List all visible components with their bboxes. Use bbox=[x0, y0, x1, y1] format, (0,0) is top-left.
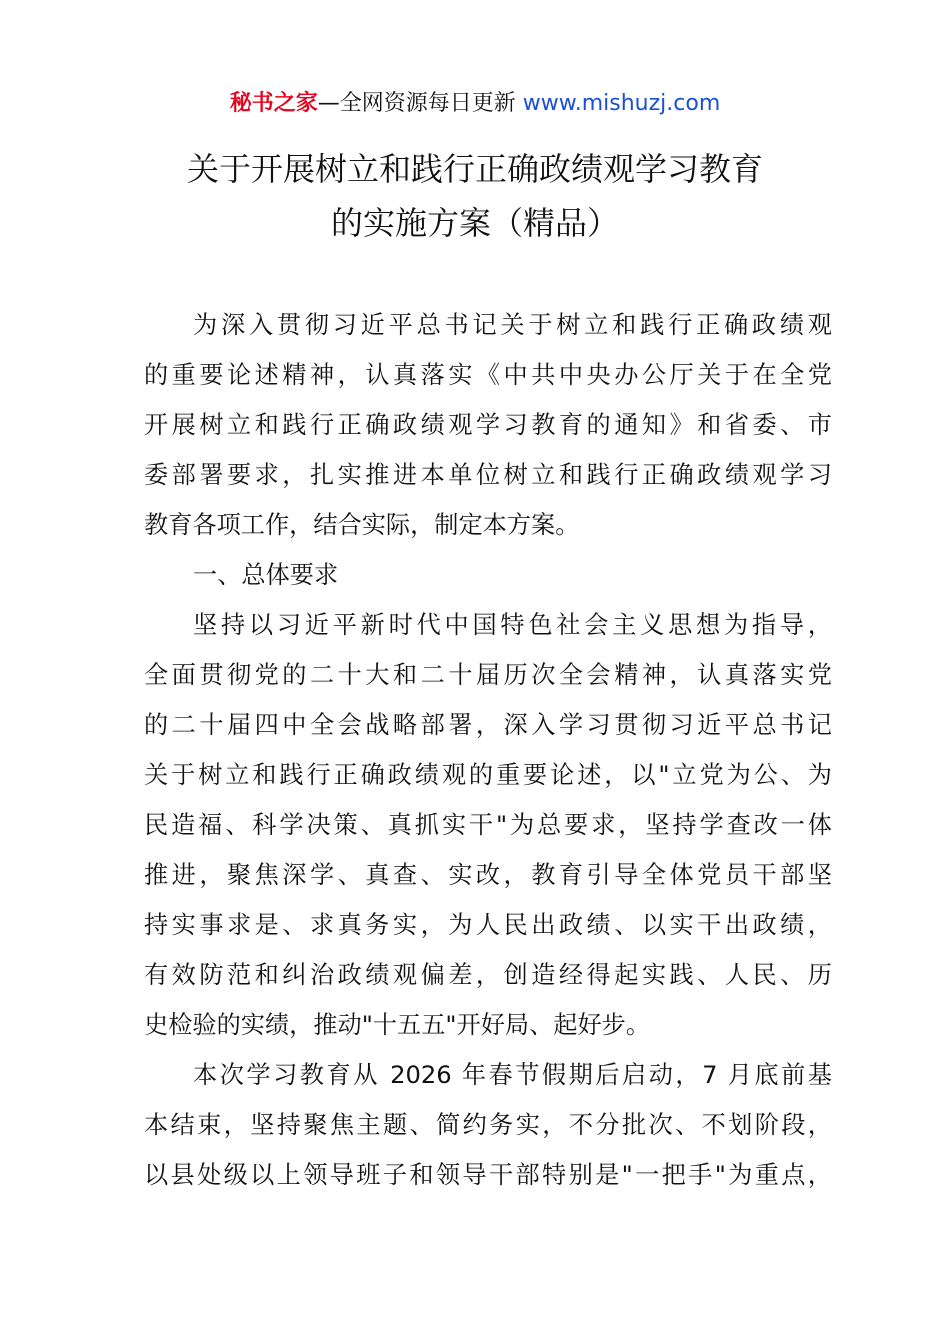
paragraph-2-line-3: 的二十届四中全会战略部署，深入学习贯彻习近平总书记 bbox=[144, 711, 832, 739]
paragraph-1-line-3: 开展树立和践行正确政绩观学习教育的通知》和省委、市 bbox=[144, 411, 832, 439]
paragraph-2-line-4: 关于树立和践行正确政绩观的重要论述，以"立党为公、为 bbox=[144, 761, 832, 789]
paragraph-2-line-7: 持实事求是、求真务实，为人民出政绩、以实干出政绩， bbox=[144, 911, 832, 939]
document-body bbox=[144, 300, 832, 1200]
header-tagline: —全网资源每日更新 bbox=[317, 91, 516, 116]
section-heading-1: 一、总体要求 bbox=[193, 561, 339, 589]
document-title bbox=[0, 142, 950, 250]
paragraph-1-line-1: 为深入贯彻习近平总书记关于树立和践行正确政绩观 bbox=[193, 311, 832, 339]
paragraph-2-line-2: 全面贯彻党的二十大和二十届历次全会精神，认真落实党 bbox=[144, 661, 832, 689]
site-header bbox=[0, 88, 950, 120]
paragraph-2-line-8: 有效防范和纠治政绩观偏差，创造经得起实践、人民、历 bbox=[144, 961, 832, 989]
brand-name: 秘书之家 bbox=[229, 91, 318, 116]
paragraph-3-line-3: 以县处级以上领导班子和领导干部特别是"一把手"为重点， bbox=[144, 1161, 832, 1189]
paragraph-2-line-6: 推进，聚焦深学、真查、实改，教育引导全体党员干部坚 bbox=[144, 861, 832, 889]
title-line-1: 关于开展树立和践行正确政绩观学习教育 bbox=[186, 150, 763, 188]
paragraph-2-line-5: 民造福、科学决策、真抓实干"为总要求，坚持学查改一体 bbox=[144, 811, 832, 839]
site-url-link[interactable]: www.mishuzj.com bbox=[522, 91, 721, 116]
paragraph-3-line-1: 本次学习教育从 2026 年春节假期后启动，7 月底前基 bbox=[193, 1061, 832, 1089]
paragraph-1-line-4: 委部署要求，扎实推进本单位树立和践行正确政绩观学习 bbox=[144, 461, 832, 489]
paragraph-1-line-5: 教育各项工作，结合实际，制定本方案。 bbox=[144, 511, 580, 539]
title-line-2: 的实施方案（精品） bbox=[330, 204, 619, 242]
paragraph-2-line-9: 史检验的实绩，推动"十五五"开好局、起好步。 bbox=[144, 1011, 651, 1039]
paragraph-1-line-2: 的重要论述精神，认真落实《中共中央办公厅关于在全党 bbox=[144, 361, 832, 389]
paragraph-2-line-1: 坚持以习近平新时代中国特色社会主义思想为指导， bbox=[193, 611, 832, 639]
paragraph-3-line-2: 本结束，坚持聚焦主题、简约务实，不分批次、不划阶段， bbox=[144, 1111, 832, 1139]
